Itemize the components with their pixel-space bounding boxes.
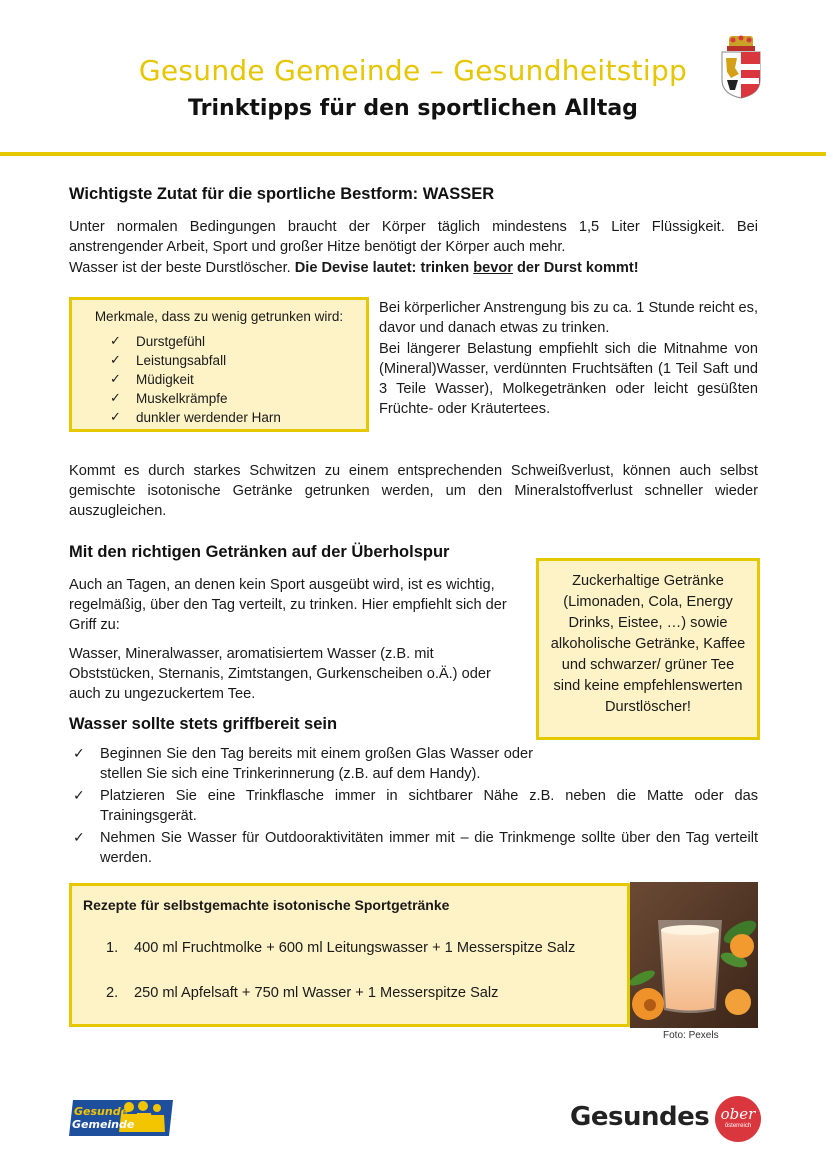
devise-paragraph [69, 258, 758, 278]
availability-item [73, 786, 758, 826]
signs-list-item: ✓ Müdigkeit [110, 370, 281, 389]
section-heading-water: Wichtigste Zutat für die sportliche Bestform: WASSER [69, 185, 495, 203]
devise-bold-a: Die Devise lautet: trinken [294, 260, 474, 276]
signs-list-item: ✓ Leistungsabfall [110, 351, 281, 370]
recipe-number: 1. [106, 940, 119, 956]
devise-underlined: bevor [473, 260, 513, 276]
recipe-item [106, 985, 498, 1001]
devise-bold-b: der Durst kommt! [512, 260, 639, 276]
availability-item [73, 828, 758, 868]
circle-logo-top: ober [720, 1105, 756, 1123]
exercise-short-paragraph: Bei körperlicher Anstrengung bis zu ca. 1 Stunde reicht es, davor und danach etwas zu trinken. [379, 300, 758, 336]
gesunde-gemeinde-logo [69, 1098, 175, 1138]
availability-list [73, 744, 758, 868]
sweat-paragraph: Kommt es durch starkes Schwitzen zu einem entsprechenden Schweißverlust, können auch selbst gemischte isotonische Getränke getrunken werden, um den Mineralstoffverlust schneller wieder auszugleichen. [69, 463, 758, 519]
recipes-title: Rezepte für selbstgemachte isotonische Sportgetränke [83, 897, 450, 913]
left-logo-line2: Gemeinde [72, 1118, 135, 1131]
availability-item [73, 744, 533, 784]
signs-list [110, 332, 281, 427]
section-heading-availability: Wasser sollte stets griffbereit sein [69, 715, 338, 733]
warning-text: Zuckerhaltige Getränke (Limonaden, Cola, Energy Drinks, Eistee, …) sowie alkoholische Getränke, Kaffee und schwarzer/ grüner Tee sind keine empfehlenswerten Durstlöscher! [550, 573, 746, 715]
coat-of-arms-icon [717, 34, 765, 100]
smoothie-photo [630, 882, 758, 1028]
dehydration-signs-box [69, 297, 369, 432]
recipe-text: 400 ml Fruchtmolke + 600 ml Leitungswasser + 1 Messerspitze Salz [134, 940, 576, 956]
gesundes-logo-text: Gesundes [570, 1102, 710, 1132]
recipe-number: 2. [106, 985, 119, 1001]
header-subtitle: Trinktipps für den sportlichen Alltag [188, 96, 638, 121]
signs-list-item: ✓ dunkler werdender Harn [110, 408, 281, 427]
header-title: Gesunde Gemeinde – Gesundheitstipp [138, 54, 688, 87]
recipe-item [106, 940, 575, 956]
devise-lead: Wasser ist der beste Durstlöscher. [69, 260, 295, 276]
photo-credit: Foto: Pexels [663, 1030, 719, 1041]
availability-item-text: Platzieren Sie eine Trinkflasche immer in sichtbarer Nähe z.B. neben die Matte oder das Trainingsgerät. [100, 788, 758, 824]
exercise-long-paragraph: Bei längerer Belastung empfiehlt sich die Mitnahme von (Mineral)Wasser, verdünnten Fruchtsäften (1 Teil Saft und 3 Teile Wasser), Molkegetränken oder leicht gesüßten Früchte- oder Kräutertees. [379, 341, 758, 417]
header-divider [0, 152, 826, 156]
recipes-box [69, 883, 630, 1027]
circle-logo-bottom: österreich [724, 1123, 752, 1129]
intro-paragraph: Unter normalen Bedingungen braucht der Körper täglich mindestens 1,5 Liter Flüssigkeit. Bei anstrengender Arbeit, Sport und großer Hitze benötigt der Körper auch mehr. [69, 219, 758, 255]
signs-box-title: Merkmale, dass zu wenig getrunken wird: [94, 309, 344, 324]
oberoesterreich-logo [715, 1096, 761, 1142]
section-heading-drinks: Mit den richtigen Getränken auf der Überholspur [69, 543, 450, 561]
drinks-recommendation-paragraph: Wasser, Mineralwasser, aromatisiertem Wasser (z.B. mit Obststücken, Sternanis, Zimtstangen, Gurkenscheiben o.Ä.) oder auch zu ungezuckertem Tee. [69, 646, 491, 702]
sugary-drinks-warning-box [536, 558, 760, 740]
left-logo-line1: Gesunde [74, 1105, 129, 1118]
signs-list-item: ✓ Durstgefühl [110, 332, 281, 351]
signs-list-item: ✓ Muskelkrämpfe [110, 389, 281, 408]
availability-item-text: Nehmen Sie Wasser für Outdooraktivitäten immer mit – die Trinkmenge sollte über den Tag verteilt werden. [100, 830, 758, 866]
drinks-paragraph: Auch an Tagen, an denen kein Sport ausgeübt wird, ist es wichtig, regelmäßig, über den Tag verteilt, zu trinken. Hier empfiehlt sich der Griff zu: [69, 577, 507, 633]
recipe-text: 250 ml Apfelsaft + 750 ml Wasser + 1 Messerspitze Salz [134, 985, 499, 1001]
availability-item-text: Beginnen Sie den Tag bereits mit einem großen Glas Wasser oder stellen Sie sich eine Trinkerinnerung (z.B. auf dem Handy). [100, 746, 533, 782]
